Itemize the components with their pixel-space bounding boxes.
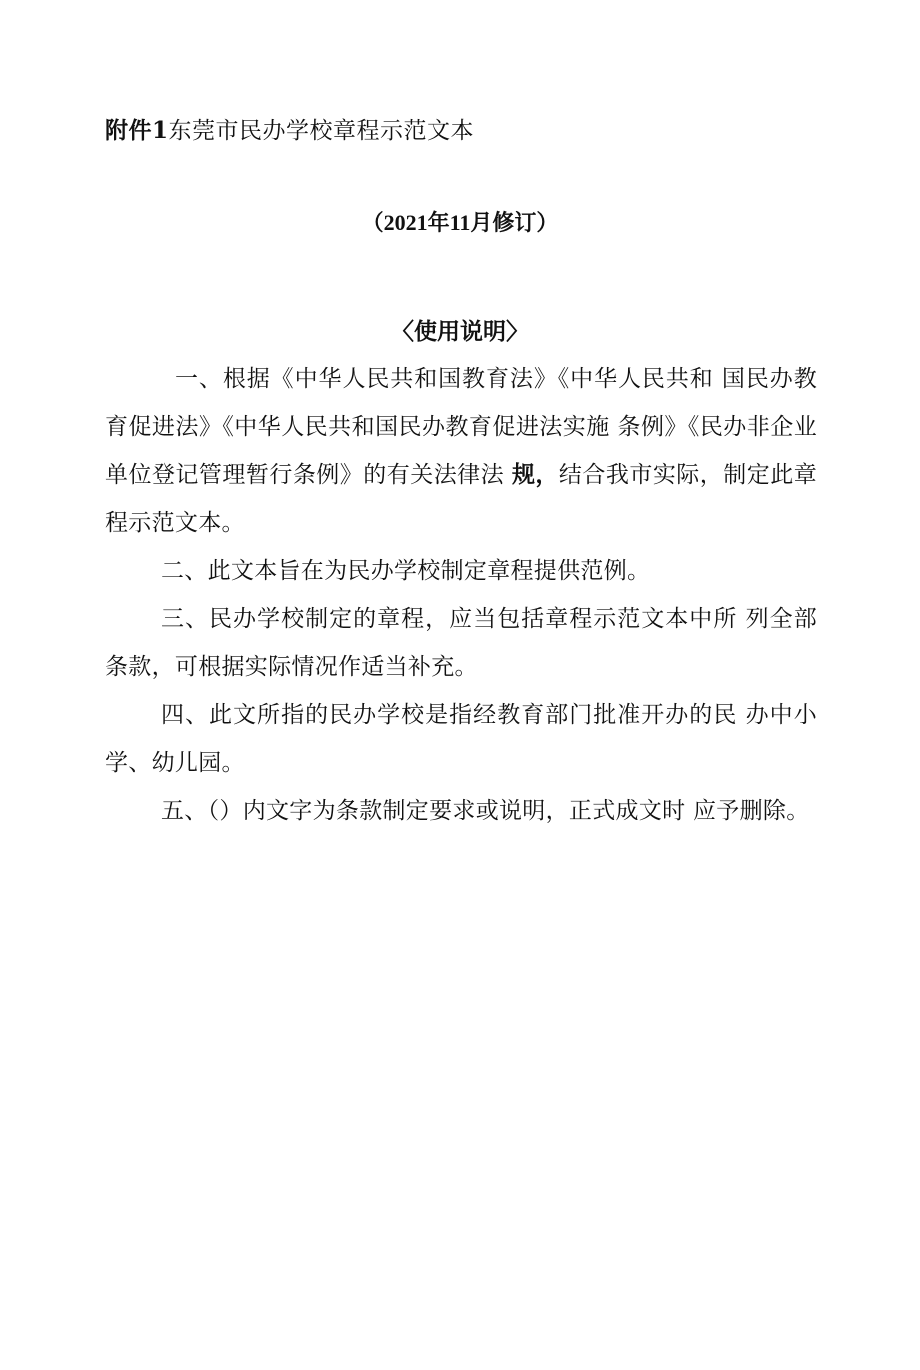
paragraph-1-bold-text: 规，	[511, 461, 559, 488]
paragraph-1	[105, 355, 817, 547]
usage-instructions-title: 〈使用说明〉	[391, 318, 529, 345]
document-title: 东莞市民办学校章程示范文本	[168, 118, 475, 144]
revision-note: （2021年11月修订）	[361, 210, 559, 235]
paragraph-4: 四、此文所指的民办学校是指经教育部门批准开办的民 办中小学、幼儿园。	[105, 702, 817, 776]
attachment-heading	[105, 112, 474, 145]
paragraph-1-text-end: 结合我市实际，制定此章程示范文本。	[105, 462, 817, 536]
paragraph-1-text: 一、根据《中华人民共和国教育法》《中华人民共和 国民办教育促进法》《中华人民共和国民办教育促进法实施 条例》《民办非企业单位登记管理暂行条例》的有关法律法	[105, 366, 817, 488]
attachment-label: 附件1	[105, 117, 169, 144]
paragraph-3: 三、民办学校制定的章程，应当包括章程示范文本中所 列全部条款，可根据实际情况作适当补充。	[105, 606, 817, 680]
paragraph-5: 五、（）内文字为条款制定要求或说明，正式成文时 应予删除。	[161, 798, 810, 824]
paragraph-2: 二、此文本旨在为民办学校制定章程提供范例。	[161, 558, 651, 584]
